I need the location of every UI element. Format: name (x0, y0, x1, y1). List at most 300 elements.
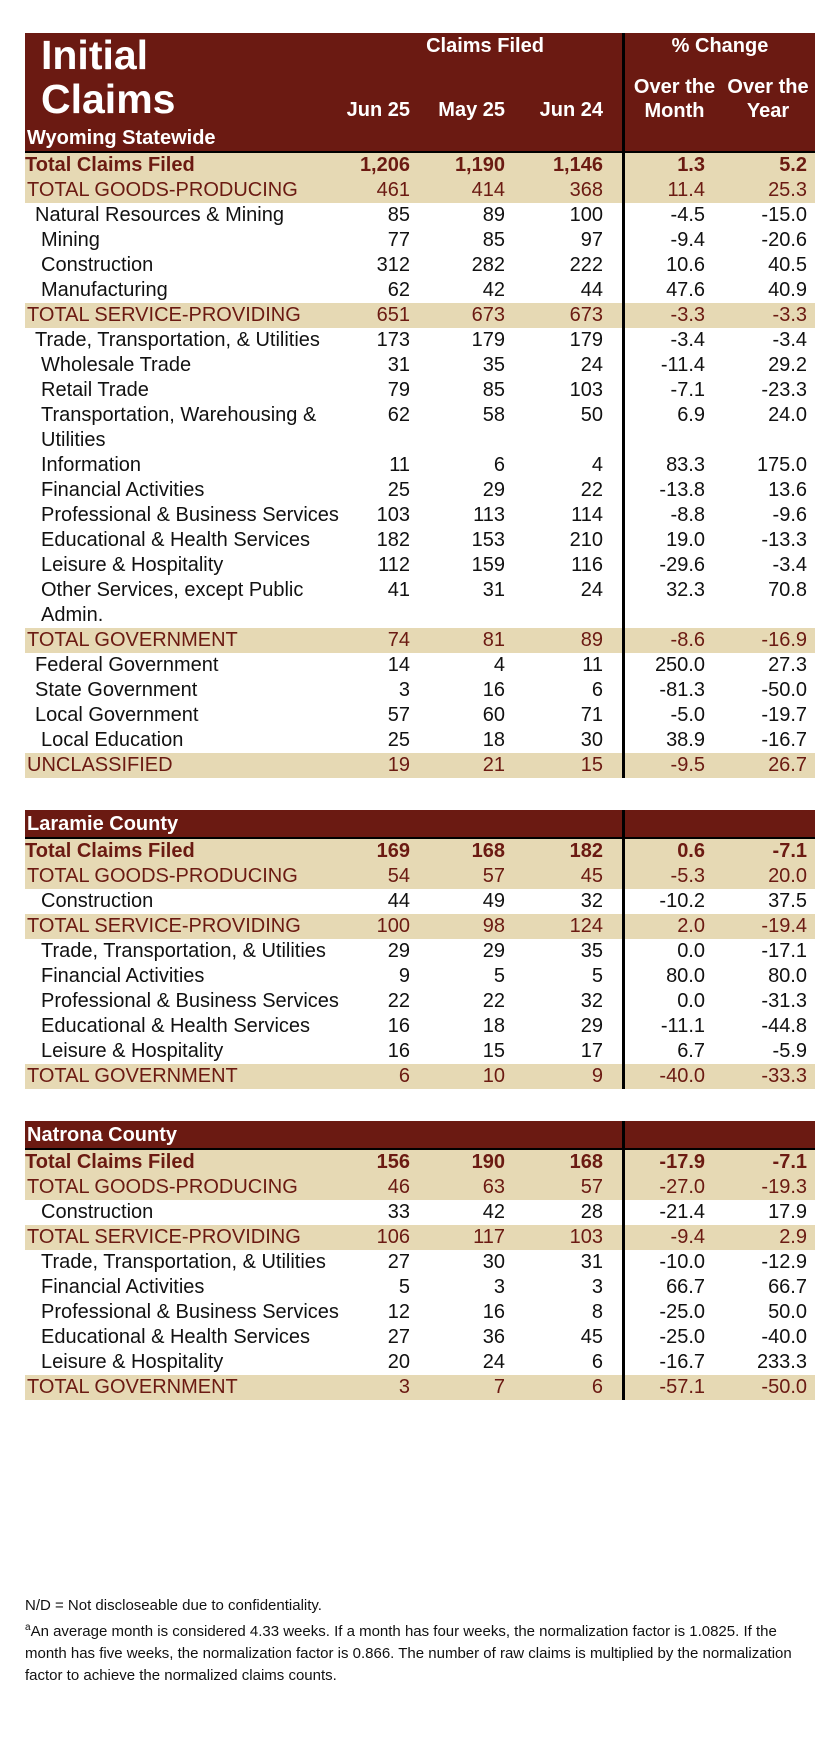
claims-filed-heading: Claims Filed (426, 35, 544, 57)
cell-year-change: -3.4 (772, 554, 807, 576)
cell-year-change: -5.9 (772, 1040, 807, 1062)
row-label: Wholesale Trade (41, 354, 192, 376)
col-may25: May 25 (438, 99, 505, 121)
cell-may25: 49 (482, 890, 505, 912)
cell-jun25: 57 (387, 704, 410, 726)
table-row (25, 939, 815, 964)
table-row (25, 378, 815, 403)
cell-year-change: 5.2 (779, 154, 807, 176)
cell-month-change: 6.9 (677, 404, 705, 426)
cell-jun24: 6 (591, 1351, 603, 1373)
col-month (628, 75, 721, 123)
cell-year-change: 24.0 (768, 404, 807, 426)
section-heading: Laramie County (25, 810, 815, 839)
cell-may25: 18 (482, 1015, 505, 1037)
row-label: Construction (41, 1201, 154, 1223)
cell-month-change: 80.0 (666, 965, 705, 987)
cell-may25: 57 (482, 865, 505, 887)
row-label: TOTAL SERVICE-PROVIDING (27, 1226, 301, 1248)
cell-jun25: 74 (387, 629, 410, 651)
row-label: Total Claims Filed (25, 154, 195, 176)
table-row (25, 453, 815, 478)
cell-may25: 36 (482, 1326, 505, 1348)
cell-jun24: 179 (569, 329, 603, 351)
row-label: Local Government (35, 704, 199, 726)
cell-jun25: 1,206 (359, 154, 410, 176)
cell-year-change: 25.3 (768, 179, 807, 201)
cell-year-change: 26.7 (768, 754, 807, 776)
table-row (25, 478, 815, 503)
row-label: Construction (41, 254, 154, 276)
row-label: TOTAL GOODS-PRODUCING (27, 865, 298, 887)
cell-month-change: 83.3 (666, 454, 705, 476)
table-row (25, 1300, 815, 1325)
row-label: Local Education (41, 729, 184, 751)
cell-month-change: -57.1 (659, 1376, 705, 1398)
row-label: Total Claims Filed (25, 1151, 195, 1173)
cell-jun25: 103 (376, 504, 410, 526)
cell-may25: 190 (471, 1151, 505, 1173)
cell-month-change: -10.0 (659, 1251, 705, 1273)
cell-may25: 29 (482, 940, 505, 962)
table-row (25, 1275, 815, 1300)
table-row (25, 1225, 815, 1250)
table-row (25, 753, 815, 778)
table-row (25, 578, 815, 628)
row-label: TOTAL GOVERNMENT (27, 1065, 238, 1087)
cell-jun25: 106 (376, 1226, 410, 1248)
cell-jun24: 32 (580, 890, 603, 912)
table-row (25, 403, 815, 453)
table-row (25, 1150, 815, 1175)
row-label: Manufacturing (41, 279, 168, 301)
cell-jun24: 100 (569, 204, 603, 226)
cell-year-change: 29.2 (768, 354, 807, 376)
table-body (25, 124, 815, 1400)
cell-may25: 117 (473, 1226, 505, 1248)
cell-jun24: 116 (571, 554, 603, 576)
cell-jun24: 182 (569, 840, 603, 862)
cell-jun25: 14 (387, 654, 410, 676)
cell-jun24: 11 (582, 654, 603, 676)
cell-month-change: -21.4 (659, 1201, 705, 1223)
cell-may25: 673 (471, 304, 505, 326)
cell-month-change: 0.0 (677, 940, 705, 962)
cell-jun24: 24 (580, 354, 603, 376)
cell-month-change: 19.0 (666, 529, 705, 551)
cell-jun25: 16 (387, 1015, 410, 1037)
row-label: State Government (35, 679, 198, 701)
table-row (25, 1350, 815, 1375)
cell-may25: 81 (482, 629, 505, 651)
table-row (25, 989, 815, 1014)
cell-may25: 63 (482, 1176, 505, 1198)
row-label: Total Claims Filed (25, 840, 195, 862)
cell-year-change: -23.3 (761, 379, 807, 401)
row-label: Retail Trade (41, 379, 149, 401)
cell-month-change: -29.6 (659, 554, 705, 576)
cell-month-change: 0.0 (677, 990, 705, 1012)
cell-month-change: 10.6 (666, 254, 705, 276)
table-row (25, 503, 815, 528)
cell-jun24: 45 (580, 865, 603, 887)
cell-year-change: -19.3 (761, 1176, 807, 1198)
cell-jun24: 15 (580, 754, 603, 776)
section-gap (25, 778, 815, 810)
cell-jun24: 6 (591, 1376, 603, 1398)
cell-jun24: 124 (569, 915, 603, 937)
cell-may25: 22 (482, 990, 505, 1012)
title-line-1: Initial (41, 32, 149, 78)
cell-jun24: 673 (569, 304, 603, 326)
cell-year-change: -12.9 (761, 1251, 807, 1273)
row-label: Financial Activities (41, 479, 205, 501)
table-title (41, 33, 175, 121)
section-heading: Wyoming Statewide (25, 124, 815, 153)
cell-jun25: 54 (387, 865, 410, 887)
cell-jun24: 35 (580, 940, 603, 962)
cell-jun24: 1,146 (552, 154, 603, 176)
title-line-2: Claims (41, 76, 176, 122)
cell-jun24: 222 (569, 254, 603, 276)
cell-may25: 153 (471, 529, 505, 551)
cell-jun25: 25 (387, 729, 410, 751)
table-row (25, 678, 815, 703)
cell-jun25: 182 (376, 529, 410, 551)
cell-jun24: 45 (580, 1326, 603, 1348)
table-row (25, 703, 815, 728)
table-row (25, 353, 815, 378)
row-label: Other Services, except Public Admin. (41, 579, 304, 626)
cell-jun24: 9 (591, 1065, 603, 1087)
cell-month-change: -9.5 (670, 754, 705, 776)
table-row (25, 653, 815, 678)
cell-may25: 6 (493, 454, 505, 476)
cell-year-change: -50.0 (761, 1376, 807, 1398)
cell-may25: 3 (493, 1276, 505, 1298)
table-row (25, 864, 815, 889)
cell-month-change: 1.3 (677, 154, 705, 176)
cell-month-change: -10.2 (659, 890, 705, 912)
row-label: Financial Activities (41, 965, 205, 987)
cell-month-change: 6.7 (677, 1040, 705, 1062)
cell-month-change: -4.5 (670, 204, 705, 226)
cell-jun25: 29 (387, 940, 410, 962)
table-row (25, 253, 815, 278)
cell-month-change: -81.3 (659, 679, 705, 701)
cell-year-change: -50.0 (761, 679, 807, 701)
cell-year-change: -13.3 (761, 529, 807, 551)
cell-month-change: -8.8 (670, 504, 705, 526)
row-label: Leisure & Hospitality (41, 554, 224, 576)
cell-month-change: 66.7 (666, 1276, 705, 1298)
table-row (25, 889, 815, 914)
cell-may25: 159 (471, 554, 505, 576)
cell-year-change: -31.3 (761, 990, 807, 1012)
cell-may25: 414 (471, 179, 505, 201)
cell-may25: 1,190 (454, 154, 505, 176)
cell-year-change: 17.9 (768, 1201, 807, 1223)
cell-jun24: 29 (580, 1015, 603, 1037)
table-row (25, 1200, 815, 1225)
cell-may25: 21 (482, 754, 505, 776)
table-row (25, 1175, 815, 1200)
row-label: UNCLASSIFIED (27, 754, 173, 776)
cell-month-change: -16.7 (659, 1351, 705, 1373)
row-label: Professional & Business Services (41, 1301, 339, 1323)
table-row (25, 178, 815, 203)
column-divider (622, 124, 625, 778)
cell-jun24: 22 (580, 479, 603, 501)
cell-may25: 24 (482, 1351, 505, 1373)
cell-month-change: -3.4 (670, 329, 705, 351)
cell-year-change: 233.3 (756, 1351, 807, 1373)
cell-month-change: -11.1 (660, 1015, 705, 1037)
cell-year-change: 50.0 (768, 1301, 807, 1323)
cell-month-change: -13.8 (659, 479, 705, 501)
cell-jun24: 44 (580, 279, 603, 301)
cell-jun25: 62 (387, 404, 410, 426)
cell-month-change: -5.3 (670, 865, 705, 887)
cell-jun24: 3 (591, 1276, 603, 1298)
cell-year-change: 40.9 (768, 279, 807, 301)
table-row (25, 1064, 815, 1089)
table-row (25, 1014, 815, 1039)
cell-month-change: -7.1 (670, 379, 705, 401)
cell-jun25: 85 (387, 204, 410, 226)
cell-jun25: 9 (398, 965, 410, 987)
cell-may25: 35 (482, 354, 505, 376)
cell-may25: 58 (482, 404, 505, 426)
cell-jun25: 173 (376, 329, 410, 351)
cell-may25: 85 (482, 229, 505, 251)
row-label: Financial Activities (41, 1276, 205, 1298)
normalization-note (25, 1617, 815, 1687)
cell-jun25: 312 (376, 254, 410, 276)
cell-month-change: -27.0 (659, 1176, 705, 1198)
row-label: TOTAL SERVICE-PROVIDING (27, 915, 301, 937)
cell-may25: 15 (482, 1040, 505, 1062)
cell-may25: 98 (482, 915, 505, 937)
cell-month-change: -11.4 (660, 354, 705, 376)
cell-jun25: 22 (387, 990, 410, 1012)
cell-jun24: 5 (591, 965, 603, 987)
section-wyoming-statewide (25, 124, 815, 778)
cell-month-change: -9.4 (670, 1226, 705, 1248)
claims-table (25, 33, 815, 1400)
cell-may25: 4 (493, 654, 505, 676)
cell-jun24: 71 (580, 704, 603, 726)
table-row (25, 914, 815, 939)
cell-jun25: 12 (387, 1301, 410, 1323)
col-year (721, 75, 815, 123)
table-row (25, 328, 815, 353)
table-row (25, 153, 815, 178)
cell-year-change: -7.1 (772, 840, 807, 862)
cell-month-change: -9.4 (670, 229, 705, 251)
cell-month-change: 38.9 (666, 729, 705, 751)
row-label: Trade, Transportation, & Utilities (41, 940, 326, 962)
column-divider (622, 1121, 625, 1400)
cell-year-change: -9.6 (772, 504, 807, 526)
cell-jun25: 25 (387, 479, 410, 501)
cell-year-change: -19.4 (761, 915, 807, 937)
cell-may25: 16 (482, 1301, 505, 1323)
cell-jun24: 89 (580, 629, 603, 651)
cell-jun25: 20 (387, 1351, 410, 1373)
cell-may25: 42 (482, 1201, 505, 1223)
cell-jun24: 210 (569, 529, 603, 551)
cell-month-change: -40.0 (659, 1065, 705, 1087)
table-row (25, 303, 815, 328)
table-row (25, 553, 815, 578)
cell-may25: 31 (482, 579, 505, 601)
table-row (25, 1039, 815, 1064)
cell-month-change: 0.6 (677, 840, 705, 862)
footnote-text: An average month is considered 4.33 weeks. If a month has four weeks, the normalization factor is 1.0825. If the month has five weeks, the normalization factor is 0.866. The number of raw claims is multiplied by the normalization factor to achieve the normalized claims counts. (25, 1623, 792, 1684)
row-label: Natural Resources & Mining (35, 204, 284, 226)
row-label: Trade, Transportation, & Utilities (35, 329, 320, 351)
section-gap (25, 1089, 815, 1121)
cell-jun24: 8 (591, 1301, 603, 1323)
col-year-bottom: Year (746, 100, 790, 122)
cell-month-change: 2.0 (677, 915, 705, 937)
cell-month-change: -25.0 (659, 1301, 705, 1323)
cell-jun25: 31 (387, 354, 410, 376)
cell-jun24: 6 (591, 679, 603, 701)
table-row (25, 528, 815, 553)
row-label: TOTAL GOVERNMENT (27, 629, 238, 651)
cell-year-change: -40.0 (761, 1326, 807, 1348)
cell-may25: 42 (482, 279, 505, 301)
cell-month-change: 11.4 (667, 179, 705, 201)
cell-jun25: 169 (376, 840, 410, 862)
cell-jun25: 27 (387, 1326, 410, 1348)
cell-jun25: 100 (376, 915, 410, 937)
row-label: Trade, Transportation, & Utilities (41, 1251, 326, 1273)
row-label: Mining (41, 229, 100, 251)
table-row (25, 278, 815, 303)
table-row (25, 1250, 815, 1275)
footnotes (25, 1595, 815, 1687)
cell-jun24: 57 (580, 1176, 603, 1198)
cell-may25: 168 (471, 840, 505, 862)
row-label: TOTAL GOODS-PRODUCING (27, 179, 298, 201)
cell-may25: 179 (471, 329, 505, 351)
cell-year-change: -44.8 (761, 1015, 807, 1037)
cell-jun25: 46 (387, 1176, 410, 1198)
cell-year-change: 175.0 (756, 454, 807, 476)
cell-year-change: -33.3 (761, 1065, 807, 1087)
table-row (25, 628, 815, 653)
cell-jun25: 112 (378, 554, 410, 576)
table-row (25, 1375, 815, 1400)
cell-jun24: 24 (580, 579, 603, 601)
cell-may25: 30 (482, 1251, 505, 1273)
row-label: Leisure & Hospitality (41, 1351, 224, 1373)
cell-year-change: 20.0 (768, 865, 807, 887)
column-divider (622, 810, 625, 1089)
cell-jun24: 103 (569, 379, 603, 401)
cell-jun25: 461 (376, 179, 410, 201)
cell-jun24: 32 (580, 990, 603, 1012)
cell-year-change: 40.5 (768, 254, 807, 276)
cell-may25: 5 (493, 965, 505, 987)
cell-year-change: -17.1 (761, 940, 807, 962)
col-year-top: Over the (727, 76, 809, 98)
table-header (25, 33, 815, 124)
cell-may25: 85 (482, 379, 505, 401)
cell-may25: 89 (482, 204, 505, 226)
section-laramie-county (25, 810, 815, 1089)
cell-jun25: 27 (387, 1251, 410, 1273)
cell-jun24: 28 (580, 1201, 603, 1223)
cell-jun24: 30 (580, 729, 603, 751)
cell-month-change: -25.0 (659, 1326, 705, 1348)
cell-may25: 60 (482, 704, 505, 726)
cell-jun25: 3 (398, 1376, 410, 1398)
row-label: Educational & Health Services (41, 1326, 311, 1348)
table-row (25, 728, 815, 753)
cell-year-change: -16.9 (761, 629, 807, 651)
row-label: Educational & Health Services (41, 1015, 311, 1037)
row-label: Information (41, 454, 142, 476)
row-label: Educational & Health Services (41, 529, 311, 551)
cell-year-change: 27.3 (768, 654, 807, 676)
cell-jun25: 19 (387, 754, 410, 776)
pct-change-heading: % Change (671, 35, 769, 57)
cell-year-change: 37.5 (768, 890, 807, 912)
cell-jun24: 4 (591, 454, 603, 476)
nd-note: N/D = Not discloseable due to confidentiality. (25, 1597, 322, 1614)
cell-jun24: 17 (580, 1040, 603, 1062)
cell-year-change: 66.7 (768, 1276, 807, 1298)
cell-jun25: 33 (387, 1201, 410, 1223)
cell-jun25: 3 (398, 679, 410, 701)
cell-may25: 282 (471, 254, 505, 276)
row-label: Leisure & Hospitality (41, 1040, 224, 1062)
cell-may25: 113 (473, 504, 505, 526)
cell-year-change: -16.7 (761, 729, 807, 751)
col-month-top: Over the (633, 76, 716, 98)
cell-jun24: 168 (569, 1151, 603, 1173)
cell-may25: 10 (482, 1065, 505, 1087)
cell-year-change: 13.6 (768, 479, 807, 501)
col-jun24: Jun 24 (539, 99, 603, 121)
row-label: Professional & Business Services (41, 504, 339, 526)
cell-month-change: -3.3 (670, 304, 705, 326)
cell-year-change: -3.4 (772, 329, 807, 351)
table-row (25, 203, 815, 228)
cell-jun25: 5 (398, 1276, 410, 1298)
cell-jun24: 103 (569, 1226, 603, 1248)
cell-jun24: 114 (571, 504, 603, 526)
cell-year-change: -15.0 (761, 204, 807, 226)
cell-may25: 16 (482, 679, 505, 701)
cell-jun25: 41 (387, 579, 410, 601)
cell-year-change: -7.1 (772, 1151, 807, 1173)
cell-year-change: -3.3 (772, 304, 807, 326)
cell-month-change: -17.9 (659, 1151, 705, 1173)
cell-jun25: 156 (376, 1151, 410, 1173)
cell-month-change: -8.6 (670, 629, 705, 651)
cell-year-change: 70.8 (768, 579, 807, 601)
section-heading: Natrona County (25, 1121, 815, 1150)
row-label: TOTAL SERVICE-PROVIDING (27, 304, 301, 326)
col-month-bottom: Month (644, 100, 705, 122)
row-label: TOTAL GOODS-PRODUCING (27, 1176, 298, 1198)
row-label: Transportation, Warehousing & Utilities (41, 404, 317, 451)
